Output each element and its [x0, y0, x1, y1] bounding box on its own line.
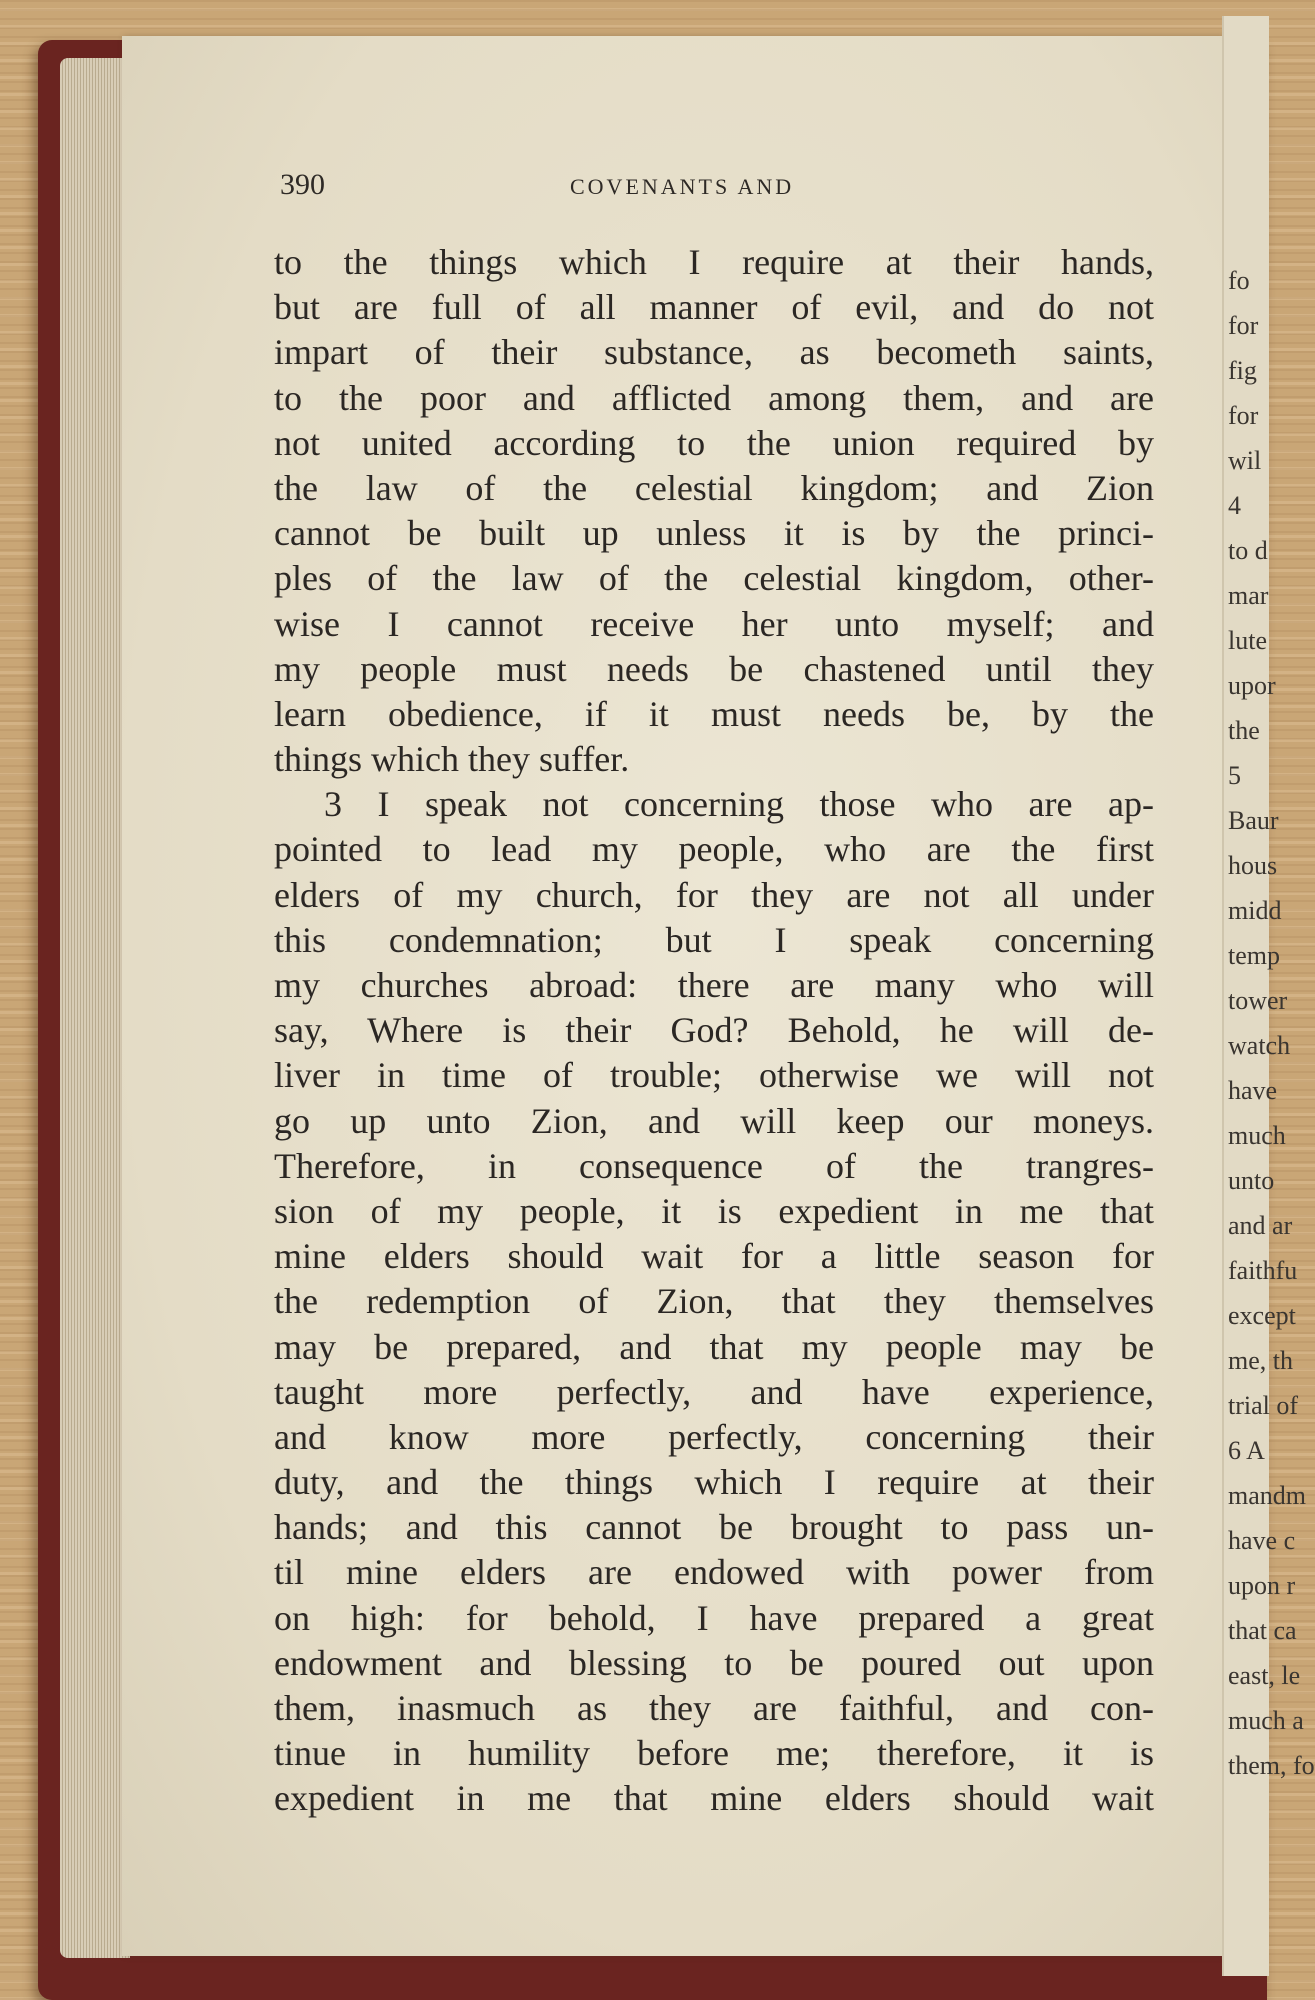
facing-page-fragment: faithfu — [1228, 1256, 1298, 1285]
facing-page-fragment: mar — [1228, 581, 1269, 610]
text-line: Therefore, in consequence of the trangres- — [274, 1145, 1154, 1186]
facing-page-fragment: Baur — [1228, 806, 1279, 835]
facing-page-fragment: east, le — [1228, 1661, 1301, 1690]
facing-page-fragment: 5 — [1228, 761, 1241, 790]
page-edges — [60, 58, 130, 1958]
facing-page-fragment: for — [1228, 401, 1259, 430]
facing-page-fragment: that ca — [1228, 1616, 1297, 1645]
facing-page-fragment: temp — [1228, 941, 1280, 970]
facing-page-fragment: mandm — [1228, 1481, 1306, 1510]
text-line: cannot be built up unless it is by the princi- — [274, 513, 1154, 554]
text-line: impart of their substance, as becometh saints, — [274, 332, 1154, 373]
facing-page-fragment: upor — [1228, 671, 1276, 700]
running-head — [280, 168, 1120, 208]
facing-page-fragment: except — [1228, 1301, 1296, 1330]
text-line: expedient in me that mine elders should wait — [274, 1778, 1154, 1819]
text-line: go up unto Zion, and will keep our moneys. — [274, 1100, 1154, 1141]
text-line: mine elders should wait for a little season for — [274, 1236, 1154, 1277]
text-line: sion of my people, it is expedient in me that — [274, 1190, 1154, 1231]
facing-page-fragment: to d — [1228, 536, 1268, 565]
facing-page-fragment: hous — [1228, 851, 1278, 880]
text-line: til mine elders are endowed with power from — [274, 1552, 1154, 1593]
page-number: 390 — [280, 168, 325, 201]
facing-page-fragment: fig — [1228, 356, 1257, 385]
text-line: the redemption of Zion, that they themselves — [274, 1281, 1154, 1322]
facing-page-fragment: watch — [1228, 1031, 1291, 1060]
text-line: wise I cannot receive her unto myself; and — [274, 603, 1154, 644]
text-line: my churches abroad: there are many who will — [274, 965, 1154, 1005]
text-line: this condemnation; but I speak concerning — [274, 919, 1154, 960]
text-line: endowment and blessing to be poured out upon — [274, 1642, 1154, 1683]
text-line: them, inasmuch as they are faithful, and con- — [274, 1688, 1154, 1728]
facing-page-fragment: 6 A — [1228, 1436, 1265, 1465]
text-line: 3 I speak not concerning those who are ap- — [324, 784, 1154, 825]
facing-page-fragment: me, th — [1228, 1346, 1293, 1375]
facing-page-fragment: and ar — [1228, 1211, 1293, 1240]
text-line: duty, and the things which I require at their — [274, 1462, 1154, 1503]
facing-page-edge — [1222, 16, 1315, 1976]
text-line: and know more perfectly, concerning their — [274, 1416, 1154, 1457]
facing-page-fragment: tower — [1228, 986, 1288, 1015]
text-line: to the poor and afflicted among them, and are — [274, 377, 1154, 418]
text-line: ples of the law of the celestial kingdom, other- — [274, 558, 1154, 599]
facing-page-fragment: trial of — [1228, 1391, 1299, 1420]
text-line: things which they suffer. — [274, 739, 630, 780]
facing-page-fragment: much — [1228, 1121, 1286, 1150]
facing-page-fragment: them, fo — [1228, 1751, 1315, 1780]
running-title: COVENANTS AND — [570, 174, 795, 199]
text-line: say, Where is their God? Behold, he will de- — [274, 1010, 1154, 1051]
facing-page-fragment: fo — [1228, 266, 1250, 295]
text-line: taught more perfectly, and have experience, — [274, 1371, 1154, 1412]
text-line: but are full of all manner of evil, and do not — [274, 287, 1154, 328]
facing-page-fragment: midd — [1228, 896, 1282, 925]
facing-page-fragment: 4 — [1228, 491, 1241, 520]
facing-page-fragment: for — [1228, 311, 1259, 340]
facing-page-fragment: have — [1228, 1076, 1278, 1105]
facing-page-fragment: have c — [1228, 1526, 1296, 1555]
text-line: to the things which I require at their hands, — [274, 242, 1154, 282]
text-line: the law of the celestial kingdom; and Zion — [274, 467, 1154, 508]
text-line: may be prepared, and that my people may be — [274, 1326, 1154, 1367]
facing-page-fragment: much a — [1228, 1706, 1304, 1735]
facing-page-fragment: lute — [1228, 626, 1267, 655]
body-text — [274, 240, 1154, 1822]
text-line: tinue in humility before me; therefore, it is — [274, 1733, 1154, 1774]
text-line: not united according to the union required by — [274, 422, 1154, 463]
text-line: my people must needs be chastened until they — [274, 648, 1154, 689]
facing-page-fragment: unto — [1228, 1166, 1275, 1195]
text-line: pointed to lead my people, who are the first — [274, 829, 1154, 870]
text-line: hands; and this cannot be brought to pass un- — [274, 1507, 1154, 1548]
facing-page-fragment: upon r — [1228, 1571, 1296, 1600]
text-line: elders of my church, for they are not all under — [274, 874, 1154, 915]
text-line: on high: for behold, I have prepared a great — [274, 1597, 1154, 1638]
text-line: learn obedience, if it must needs be, by the — [274, 693, 1154, 734]
facing-page-fragment: the — [1228, 716, 1260, 745]
text-line: liver in time of trouble; otherwise we will not — [274, 1055, 1154, 1096]
facing-page-fragment: wil — [1228, 446, 1262, 475]
